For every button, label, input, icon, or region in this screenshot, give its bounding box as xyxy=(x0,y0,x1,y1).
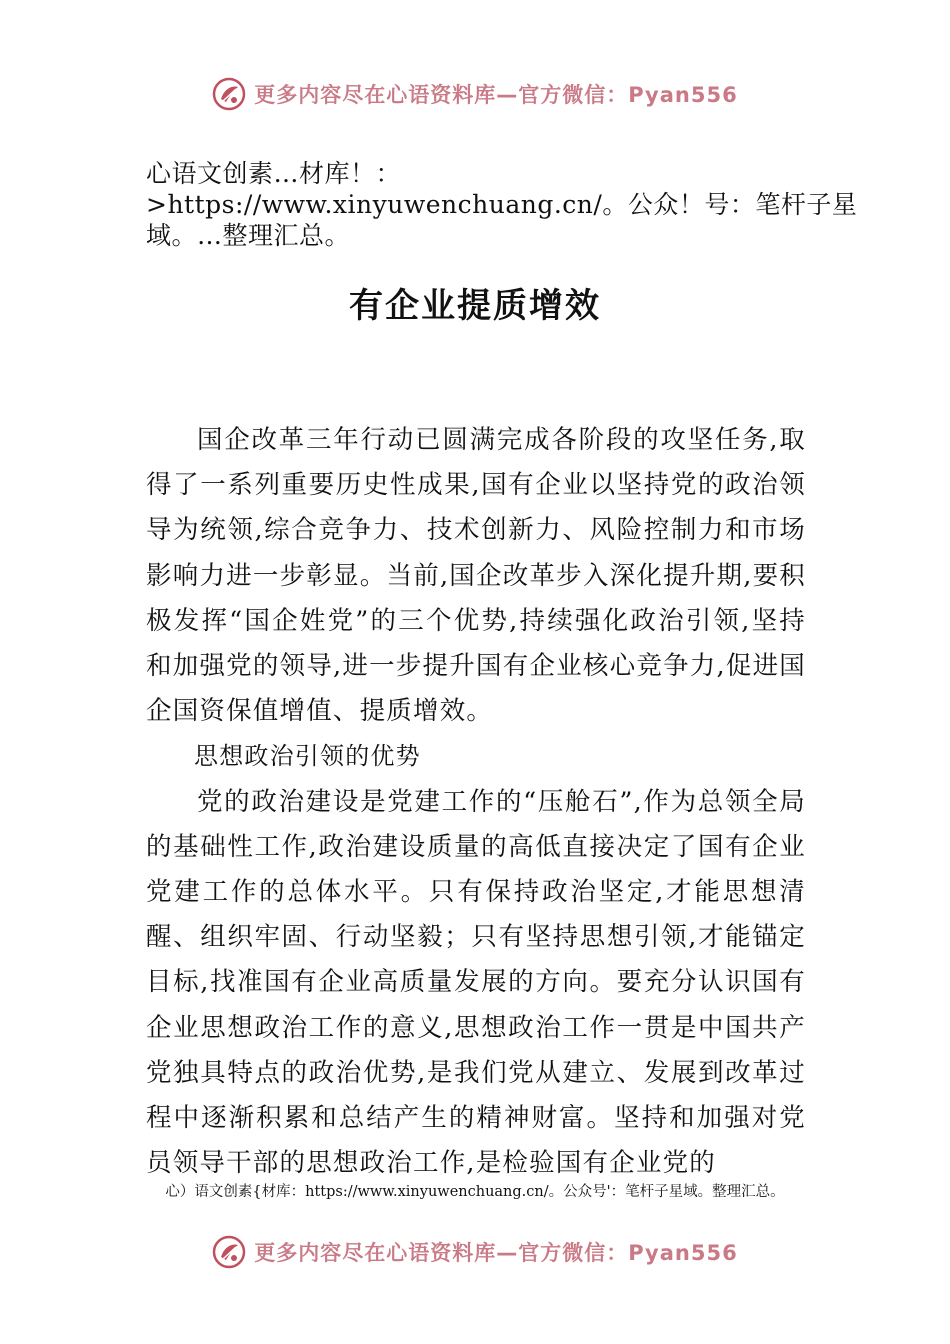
top-banner xyxy=(0,72,950,116)
document-body xyxy=(146,418,806,1186)
footer-note: 心）语文创素{材库：https://www.xinyuwenchuang.cn/。公众号'：笔杆子星域。整理汇总。 xyxy=(165,1184,785,1200)
bottom-banner xyxy=(0,1230,950,1274)
section-heading: 思想政治引领的优势 xyxy=(194,742,421,771)
brand-logo-icon xyxy=(212,1235,246,1269)
document-title: 有企业提质增效 xyxy=(349,286,601,326)
body-paragraph: 国企改革三年行动已圆满完成各阶段的攻坚任务,取得了一系列重要历史性成果,国有企业以坚持党的政治领导为统领,综合竞争力、技术创新力、风险控制力和市场影响力进一步彰显。当前,国企改革步入深化提升期,要积极发挥“国企姓党”的三个优势,持续强化政治引领,坚持和加强党的领导,进一步提升国有企业核心竞争力,促进国企国资保值增值、提质增效。 xyxy=(146,425,806,727)
banner-text: 更多内容尽在心语资料库—官方微信：Pyan556 xyxy=(254,1241,738,1265)
body-paragraph: 党的政治建设是党建工作的“压舱石”,作为总领全局的基础性工作,政治建设质量的高低直接决定了国有企业党建工作的总体水平。只有保持政治坚定,才能思想清醒、组织牢固、行动坚毅；只有坚持思想引领,才能锚定目标,找准国有企业高质量发展的方向。要充分认识国有企业思想政治工作的意义,思想政治工作一贯是中国共产党独具特点的政治优势,是我们党从建立、发展到改革过程中逐渐积累和总结产生的精神财富。坚持和加强对党员领导干部的思想政治工作,是检验国有企业党的 xyxy=(146,786,806,1179)
source-header: 心语文创素…材库！：>https://www.xinyuwenchuang.cn/。公众！号：笔杆子星域。…整理汇总。 xyxy=(146,159,858,250)
banner-text: 更多内容尽在心语资料库—官方微信：Pyan556 xyxy=(254,83,738,107)
brand-logo-icon xyxy=(212,77,246,111)
